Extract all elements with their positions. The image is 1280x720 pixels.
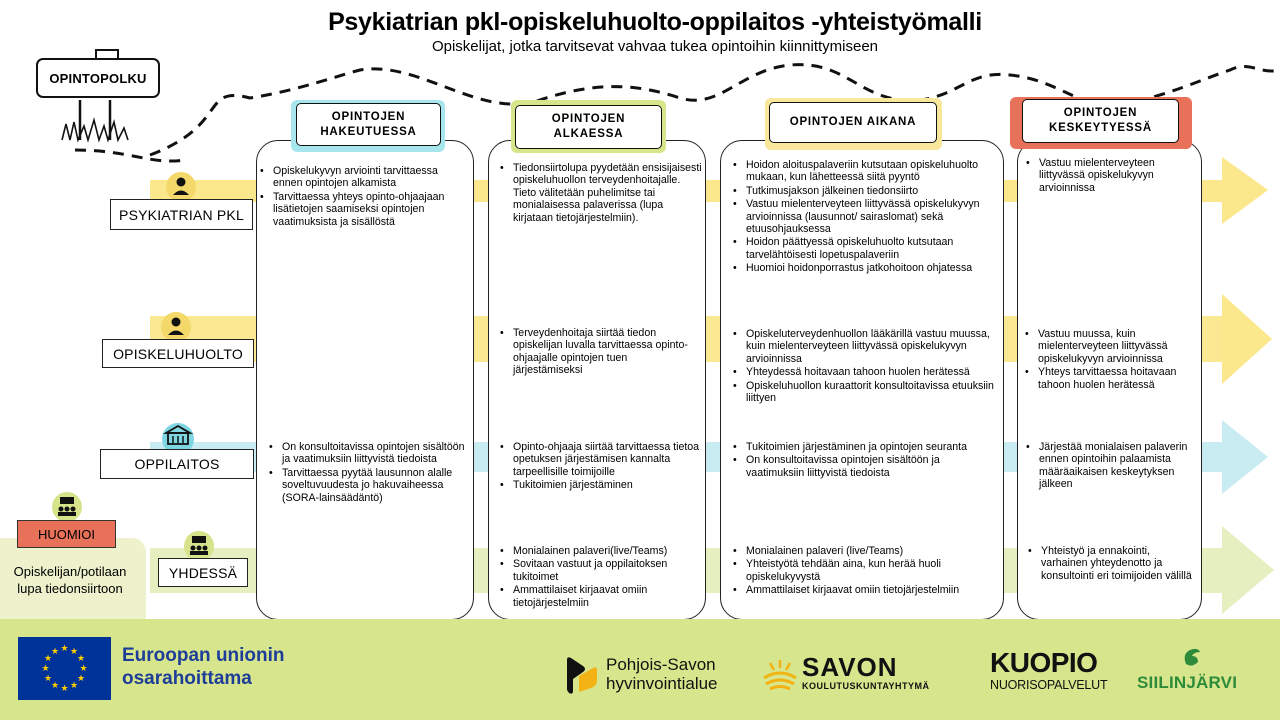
list-item: • Terveydenhoitaja siirtää tiedon opiskelijan luvalla tarvittaessa opinto-ohjaajalle opintojen tuen järjestämiseksi	[498, 327, 698, 377]
note-text: Opiskelijan/potilaan lupa tiedonsiirtoon	[13, 564, 127, 596]
list-item: • Tarvittaessa yhteys opinto-ohjaajaan lisätietojen saamiseksi opintojen vaatimuksista ja sisällöstä	[258, 191, 468, 228]
svg-text:★: ★	[79, 664, 88, 674]
pohjois-savon-logo-icon	[563, 656, 601, 696]
svg-text:★: ★	[69, 681, 79, 691]
svg-text:★: ★	[60, 684, 69, 694]
svg-text:★: ★	[69, 647, 79, 657]
svg-text:★: ★	[76, 654, 86, 664]
list-item: • Ammattilaiset kirjaavat omiin tietojärjestelmiin	[498, 584, 703, 609]
list-item: • Vastuu mielenterveyteen liittyvässä opiskelukyvyn arvioinnissa	[1024, 157, 1184, 194]
cell-pkl-hakeutuessa	[258, 165, 468, 229]
list-item: • Yhteistyö ja ennakointi, varhainen yhteydenotto ja konsultointi eri toimijoiden välillä	[1026, 545, 1194, 582]
phase-keskeytyessa: OPINTOJEN KESKEYTYESSÄ	[1022, 99, 1179, 143]
pohjois-savon-logo-text: Pohjois-Savon hyvinvointialue	[606, 655, 718, 693]
cell-yhdessa-aikana	[731, 545, 1001, 598]
siilinjarvi-logo-text: SIILINJÄRVI	[1137, 673, 1238, 692]
huomioi-badge: HUOMIOI	[17, 520, 116, 548]
phase-alkaessa: OPINTOJEN ALKAESSA	[515, 105, 662, 149]
kuopio-logo-text: KUOPIO NUORISOPALVELUT	[990, 647, 1108, 692]
person-icon	[166, 172, 196, 202]
list-item: • Tarvittaessa pyytää lausunnon alalle soveltuvuudesta jo hakuvaiheessa (SORA-lainsäädäntö)	[267, 467, 469, 504]
cell-yhdessa-keskeytyessa	[1026, 545, 1194, 583]
list-item: • Opinto-ohjaaja siirtää tarvittaessa tietoa opetuksen järjestämisen kannalta tarpeellisille toimijoille	[498, 441, 703, 478]
cell-oppilaitos-alkaessa	[498, 441, 703, 493]
list-item: • Yhteys tarvittaessa hoitavaan tahoon huolen herätessä	[1023, 366, 1197, 391]
list-item: • Vastuu muussa, kuin mielenterveyteen liittyvässä opiskelukyvyn arvioinnissa	[1023, 328, 1197, 365]
row-label-opiskeluhuolto: OPISKELUHUOLTO	[102, 339, 254, 368]
svg-text:★: ★	[60, 644, 69, 654]
person-icon	[161, 312, 191, 342]
list-item: • Vastuu mielenterveyteen liittyvässä opiskelukyvyn arvioinnissa (lausunnot/ sairaslomat) sekä etuusohjauksessa	[731, 198, 1004, 235]
cell-oppilaitos-keskeytyessa	[1024, 441, 1189, 492]
row-label-oppilaitos: OPPILAITOS	[100, 449, 254, 479]
svg-text:★: ★	[50, 647, 60, 657]
list-item: • Yhteistyötä tehdään aina, kun herää huoli opiskelukyvystä	[731, 558, 1001, 583]
phase-aikana: OPINTOJEN AIKANA	[769, 102, 937, 143]
group-icon	[184, 531, 214, 561]
list-item: • Huomioi hoidonporrastus jatkohoitoon ohjatessa	[731, 262, 1004, 274]
svg-text:★: ★	[76, 674, 86, 684]
list-item: • Tutkimusjakson jälkeinen tiedonsiirto	[731, 185, 1004, 197]
list-item: • Hoidon päättyessä opiskeluhuolto kutsutaan tarvelähtöisesti lopetuspalaveriin	[731, 236, 1004, 261]
svg-text:★: ★	[41, 664, 50, 674]
savon-logo-text: SAVON KOULUTUSKUNTAYHTYMÄ	[802, 652, 930, 691]
list-item: • Tukitoimien järjestäminen ja opintojen seuranta	[731, 441, 981, 453]
cell-pkl-aikana	[731, 159, 1004, 276]
svg-text:★: ★	[43, 674, 53, 684]
row-label-yhdessa: YHDESSÄ	[158, 558, 248, 587]
row-label-pkl: PSYKIATRIAN PKL	[110, 199, 253, 230]
cell-pkl-alkaessa	[498, 162, 703, 225]
siilinjarvi-leaf-icon	[1178, 644, 1206, 670]
cell-opiskeluhuolto-keskeytyessa	[1023, 328, 1197, 392]
list-item: • Monialainen palaveri(live/Teams)	[498, 545, 703, 557]
list-item: • Hoidon aloituspalaveriin kutsutaan opiskeluhuolto mukaan, kun lähetteessä siitä pyyntö	[731, 159, 1004, 184]
list-item: • On konsultoitavissa opintojen sisältöön ja vaatimuksiin liittyvistä tiedoista	[267, 441, 469, 466]
list-item: • Ammattilaiset kirjaavat omiin tietojärjestelmiin	[731, 584, 1001, 596]
cell-yhdessa-alkaessa	[498, 545, 703, 610]
cell-pkl-keskeytyessa	[1024, 157, 1184, 195]
cell-opiskeluhuolto-aikana	[731, 328, 999, 405]
list-item: • Tukitoimien järjestäminen	[498, 479, 703, 491]
list-item: • Opiskeluterveydenhuollon lääkärillä vastuu muussa, kuin mielenterveyteen liittyvässä opiskelukyvyn arvioinnissa	[731, 328, 999, 365]
signpost-label: OPINTOPOLKU	[36, 58, 160, 98]
group-icon	[52, 492, 82, 522]
list-item: • Tiedonsiirtolupa pyydetään ensisijaisesti opiskeluhuollon terveydenhoitajalle. Tieto välitetään puhelimitse tai monialaisessa palaverissa (lupa kirjataan tietojärjestelmiin).	[498, 162, 703, 224]
svg-text:★: ★	[50, 681, 60, 691]
cell-oppilaitos-hakeutuessa	[267, 441, 469, 505]
list-item: • Yhteydessä hoitavaan tahoon huolen herätessä	[731, 366, 999, 378]
page-subtitle: Opiskelijat, jotka tarvitsevat vahvaa tukea opintoihin kiinnittymiseen	[431, 38, 879, 55]
list-item: • Opiskeluhuollon kuraattorit konsultoitavissa etuuksiin liittyen	[731, 380, 999, 405]
phase-hakeutuessa: OPINTOJEN HAKEUTUESSA	[296, 103, 441, 146]
svg-text:★: ★	[43, 654, 53, 664]
list-item: • Järjestää monialaisen palaverin ennen opintoihin palaamista määräaikaisen keskeytyksen jälkeen	[1024, 441, 1189, 491]
page-title: Psykiatrian pkl-opiskeluhuolto-oppilaitos -yhteistyömalli	[328, 8, 982, 36]
eu-funding-text: Euroopan unionin osarahoittama	[122, 645, 285, 689]
eu-flag-icon	[18, 637, 111, 700]
list-item: • Sovitaan vastuut ja oppilaitoksen tukitoimet	[498, 558, 703, 583]
cell-opiskeluhuolto-alkaessa	[498, 327, 698, 378]
cell-oppilaitos-aikana	[731, 441, 981, 480]
list-item: • Opiskelukyvyn arviointi tarvittaessa ennen opintojen alkamista	[258, 165, 468, 190]
list-item: • Monialainen palaveri (live/Teams)	[731, 545, 1001, 557]
savon-sun-icon	[762, 656, 798, 692]
list-item: • On konsultoitavissa opintojen sisältöön ja vaatimuksiin liittyvistä tiedoista	[731, 454, 981, 479]
